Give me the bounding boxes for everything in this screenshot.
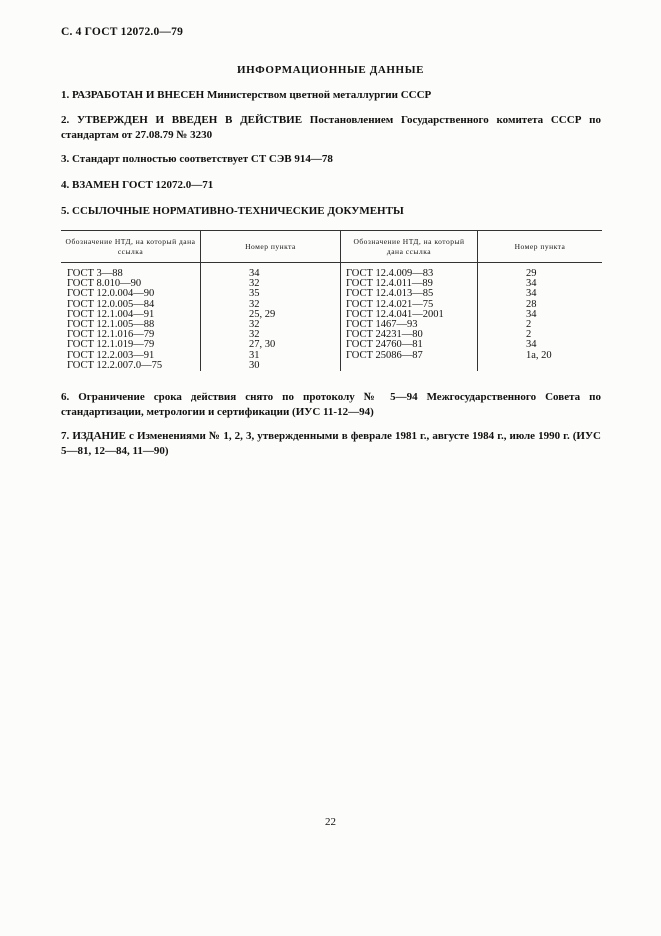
table-cell: ГОСТ 12.4.011—89 <box>341 279 478 289</box>
table-cell: ГОСТ 12.1.004—91 <box>67 308 155 320</box>
item-text: УТВЕРЖДЕН И ВВЕДЕН В ДЕЙСТВИЕ Постановлением Государственного комитета СССР по стандартам от 27.08.79 № 3230 <box>61 114 601 141</box>
table-cell: ГОСТ 12.1.016—79 <box>67 329 155 341</box>
table-header-row <box>61 231 602 263</box>
table-cell: ГОСТ 25086—87 <box>341 351 478 361</box>
table-cell: 32 <box>201 279 341 289</box>
table-cell: ГОСТ 12.4.009—83 <box>341 263 478 280</box>
item-text: Стандарт полностью соответствует СТ СЭВ 914—78 <box>72 153 333 165</box>
table-cell: ГОСТ 8.010—90 <box>67 278 142 290</box>
table-cell: ГОСТ 24760—81 <box>341 340 478 350</box>
section-title: ИНФОРМАЦИОННЫЕ ДАННЫЕ <box>236 64 425 76</box>
table-cell <box>341 361 478 371</box>
header-designation: Обозначение НТД, на который дана ссылка <box>61 231 201 263</box>
item-4 <box>61 178 601 193</box>
item-3 <box>61 152 601 167</box>
table-cell: ГОСТ 24231—80 <box>341 330 478 340</box>
table-cell: ГОСТ 12.0.004—90 <box>67 288 155 300</box>
item-6 <box>61 390 601 420</box>
header-clause: Номер пункта <box>478 231 603 263</box>
table-cell: 29 <box>478 263 603 280</box>
table-cell: 34 <box>201 263 341 280</box>
header-designation: Обозначение НТД, на который дана ссылка <box>341 231 478 263</box>
table-cell: 30 <box>201 361 341 371</box>
item-5 <box>61 204 601 219</box>
item-number: 3. <box>61 153 70 165</box>
table-cell: 31 <box>201 351 341 361</box>
table-cell: 32 <box>201 300 341 310</box>
table-row <box>61 263 602 280</box>
table-cell: ГОСТ 12.4.041—2001 <box>341 310 478 320</box>
table-cell: ГОСТ 1467—93 <box>341 320 478 330</box>
item-number: 5. <box>61 205 70 217</box>
table-cell: 35 <box>201 289 341 299</box>
table-cell: ГОСТ 12.2.007.0—75 <box>67 359 163 371</box>
item-2 <box>61 113 601 143</box>
table-cell: 27, 30 <box>201 340 341 350</box>
item-text: РАЗРАБОТАН И ВНЕСЕН Министерством цветной металлургии СССР <box>72 89 432 101</box>
table-cell: 28 <box>478 300 603 310</box>
item-number: 6. <box>61 391 70 403</box>
table-cell: ГОСТ 12.1.005—88 <box>67 319 155 331</box>
table-cell: 34 <box>478 279 603 289</box>
table-cell: 2 <box>478 320 603 330</box>
table-cell: ГОСТ 12.2.003—91 <box>67 349 155 361</box>
table-cell: 32 <box>201 330 341 340</box>
references-table <box>61 230 602 371</box>
table-cell: ГОСТ 12.4.021—75 <box>341 300 478 310</box>
table-cell: 2 <box>478 330 603 340</box>
table-cell: ГОСТ 12.4.013—85 <box>341 289 478 299</box>
table-cell: ГОСТ 12.1.019—79 <box>67 339 155 351</box>
table-cell <box>478 361 603 371</box>
page-number: 22 <box>325 816 336 828</box>
table-cell: 34 <box>478 289 603 299</box>
table-cell: 1а, 20 <box>478 351 603 361</box>
table-cell: 32 <box>201 320 341 330</box>
table-cell: 34 <box>478 310 603 320</box>
item-number: 2. <box>61 114 70 126</box>
table-cell: ГОСТ 3—88 <box>67 268 123 279</box>
item-1 <box>61 88 601 103</box>
item-text: Ограничение срока действия снято по протоколу № 5—94 Межгосударственного Совета по стандартизации, метрологии и сертификации (ИУС 11-12—94) <box>61 391 601 418</box>
item-text: ИЗДАНИЕ с Изменениями № 1, 2, 3, утвержденными в феврале 1981 г., августе 1984 г., июле 1990 г. (ИУС 5—81, 12—84, 11—90) <box>61 430 601 457</box>
item-number: 1. <box>61 89 70 101</box>
item-number: 4. <box>61 179 70 191</box>
table-row <box>61 361 602 371</box>
item-text: ВЗАМЕН ГОСТ 12072.0—71 <box>72 179 214 191</box>
item-7 <box>61 429 601 459</box>
page-header: С. 4 ГОСТ 12072.0—79 <box>61 26 184 38</box>
table-cell: ГОСТ 12.0.005—84 <box>67 298 155 310</box>
table-cell: 25, 29 <box>201 310 341 320</box>
item-number: 7. <box>61 430 70 442</box>
header-clause: Номер пункта <box>201 231 341 263</box>
table-cell: 34 <box>478 340 603 350</box>
item-text: ССЫЛОЧНЫЕ НОРМАТИВНО-ТЕХНИЧЕСКИЕ ДОКУМЕНТЫ <box>72 205 404 217</box>
